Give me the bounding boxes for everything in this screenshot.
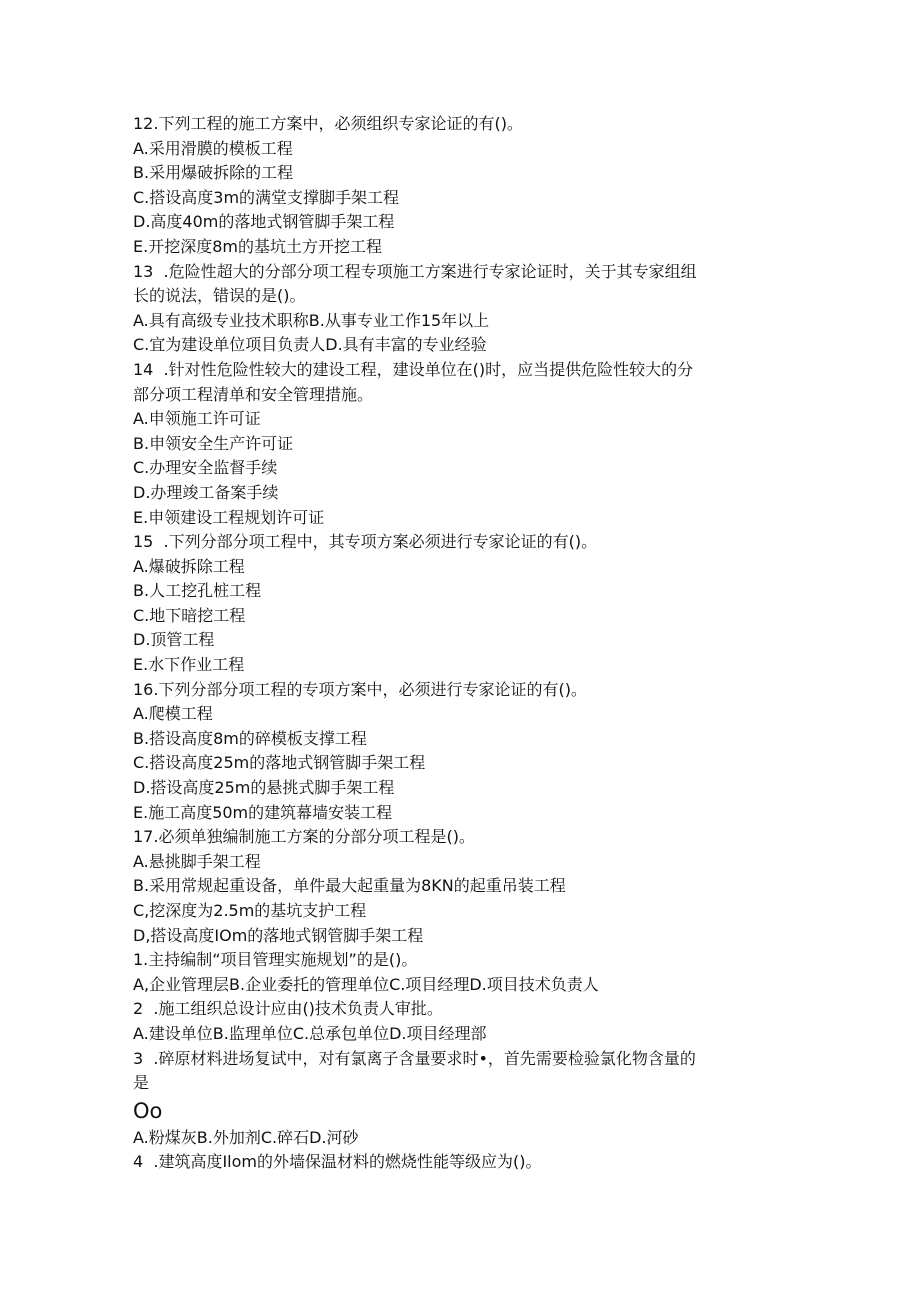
question-14-option-e: E.申领建设工程规划许可证	[133, 507, 325, 527]
question-14-option-b: B.申领安全生产许可证	[133, 433, 294, 453]
question-14-option-d: D.办理竣工备案手续	[133, 482, 279, 502]
question-15-stem: 15 .下列分部分项工程中，其专项方案必须进行专家论证的有()。	[133, 532, 598, 552]
question-12-option-e: E.开挖深度8m的基坑土方开挖工程	[133, 236, 382, 256]
question-17-option-d: D,搭设高度IOm的落地式钢管脚手架工程	[133, 925, 424, 945]
question-14-stem-line-1: 14 .针对性危险性较大的建设工程，建设单位在()时，应当提供危险性较大的分	[133, 359, 694, 379]
question-2-stem: 2 .施工组织总设计应由()技术负责人审批。	[133, 999, 443, 1019]
question-1-options: A,企业管理层B.企业委托的管理单位C.项目经理D.项目技术负责人	[133, 974, 599, 994]
question-17-option-b: B.采用常规起重设备，单件最大起重量为8KN的起重吊装工程	[133, 876, 566, 896]
question-13-options-ab: A.具有高级专业技术职称B.从事专业工作15年以上	[133, 310, 490, 330]
question-12-option-d: D.高度40m的落地式钢管脚手架工程	[133, 212, 395, 232]
question-14-option-c: C.办理安全监督手续	[133, 458, 278, 478]
question-16-stem: 16.下列分部分项工程的专项方案中，必须进行专家论证的有()。	[133, 679, 587, 699]
question-17-option-c: C,挖深度为2.5m的基坑支护工程	[133, 901, 367, 920]
question-12-option-a: A.采用滑膜的模板工程	[133, 138, 293, 158]
question-12-option-c: C.搭设高度3m的满堂支撑脚手架工程	[133, 187, 400, 207]
question-3-stem-line-2: 是	[133, 1073, 150, 1093]
question-13-stem-line-1: 13 .危险性超大的分部分项工程专项施工方案进行专家论证时，关于其专家组组	[133, 261, 697, 281]
question-15-option-c: C.地下暗挖工程	[133, 605, 246, 625]
question-16-option-d: D.搭设高度25m的悬挑式脚手架工程	[133, 778, 395, 798]
question-4-stem: 4 .建筑高度Ilom的外墙保温材料的燃烧性能等级应为()。	[133, 1152, 542, 1172]
question-14-option-a: A.申领施工许可证	[133, 409, 261, 429]
question-13-options-cd: C.宜为建设单位项目负责人D.具有丰富的专业经验	[133, 335, 487, 355]
question-12-option-b: B.采用爆破拆除的工程	[133, 163, 294, 183]
question-1-stem: 1.主持编制“项目管理实施规划”的是()。	[133, 950, 418, 970]
question-15-option-b: B.人工挖孔桩工程	[133, 581, 262, 601]
question-15-option-d: D.顶管工程	[133, 630, 215, 650]
question-16-option-e: E.施工高度50m的建筑幕墙安装工程	[133, 802, 393, 822]
question-2-options: A.建设单位B.监理单位C.总承包单位D.项目经理部	[133, 1023, 487, 1043]
question-3-blank-marker: Oo	[133, 1098, 163, 1123]
question-12-stem: 12.下列工程的施工方案中，必须组织专家论证的有()。	[133, 114, 523, 133]
question-16-option-a: A.爬模工程	[133, 704, 213, 724]
question-17-option-a: A.悬挑脚手架工程	[133, 851, 261, 871]
question-17-stem: 17.必须单独编制施工方案的分部分项工程是()。	[133, 827, 475, 847]
document-page	[133, 112, 793, 1175]
question-14-stem-line-2: 部分项工程清单和安全管理措施。	[133, 384, 374, 404]
question-15-option-a: A.爆破拆除工程	[133, 556, 245, 576]
question-13-stem-line-2: 长的说法，错误的是()。	[133, 286, 306, 306]
question-16-option-b: B.搭设高度8m的碎模板支撑工程	[133, 728, 367, 748]
question-16-option-c: C.搭设高度25m的落地式钢管脚手架工程	[133, 753, 426, 773]
question-3-stem-line-1: 3 .碎原材料进场复试中，对有氯离子含量要求时•，首先需要检验氯化物含量的	[133, 1048, 696, 1068]
question-15-option-e: E.水下作业工程	[133, 655, 245, 675]
question-3-options: A.粉煤灰B.外加剂C.碎石D.河砂	[133, 1127, 359, 1147]
